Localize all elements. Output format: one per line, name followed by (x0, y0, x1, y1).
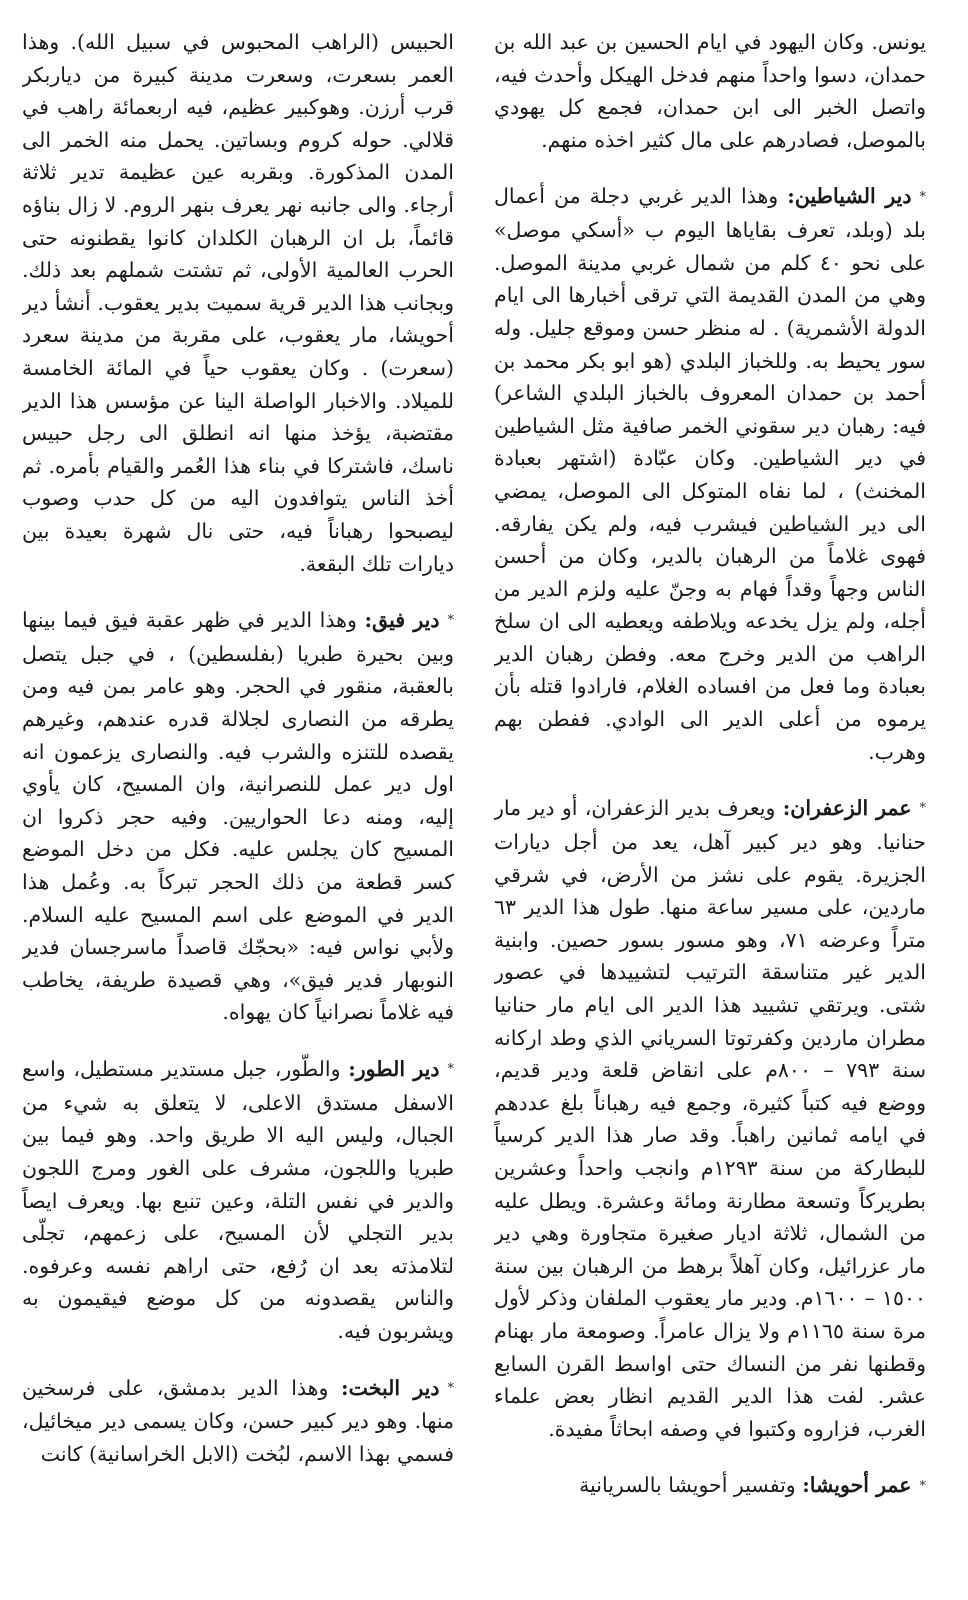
entry-text: والطّور، جبل مستدير مستطيل، واسع الاسفل مستدق الاعلى، لا يتعلق به شيء من الجبال، وليس اليه الا طريق واحد. وهو فيما بين طبريا واللجون، مشرف على الغور ومرج اللجون والدير في نفس التلة، وعين تنبع بها. ويعرف ايصاً بدير التجلي لأن المسيح، على زعمهم، تجلّى لتلامذته بعد ان رُفع، حتى اراهم نفسه وعرفوه. والناس يقصدونه من كل موضع فيقيمون به ويشربون فيه. (22, 1057, 454, 1343)
entry-marker: * (919, 189, 926, 205)
entry-dayr-al-shayatin (494, 180, 926, 768)
paragraph-text: الحبيس (الراهب المحبوس في سبيل الله). وهذا العمر بسعرت، وسعرت مدينة كبيرة من دياربكر قرب أرزن. وهوكبير عظيم، فيه اربعمائة راهب في قلالي. حوله كروم وبساتين. يحمل منه الخمر الى المدن المذكورة. وبقربه عين عظيمة تدير ثلاثة أرجاء. والى جانبه نهر يعرف بنهر الروم. لا زال بناؤه قائماً، بل ان الرهبان الكلدان كانوا يقطنونه حتى الحرب العالمية الأولى، ثم تشتت شملهم بعد ذلك. وبجانب هذا الدير قرية سميت بدير يعقوب. أنشأ دير أحويشا، مار يعقوب، على مقربة من مدينة سعرد (سعرت) . وكان يعقوب حياً في المائة الخامسة للميلاد. والاخبار الواصلة الينا عن مؤسس هذا الدير مقتضبة، يؤخذ منها انه انطلق الى رجل حبيس ناسك، فاشتركا في بناء هذا العُمر والقيام بأمره. ثم أخذ الناس يتوافدون اليه من كل حدب وصوب ليصبحوا رهباناً فيه، حتى نال شهرة بعيدة بين ديارات تلك البقعة. (22, 30, 454, 576)
entry-marker: * (447, 613, 454, 629)
entry-dayr-al-tur (22, 1053, 454, 1348)
left-column (22, 26, 454, 1586)
entry-heading: عمر أحويشا: (802, 1473, 912, 1498)
paragraph-yunus-continuation (494, 26, 926, 156)
entry-text: وهذا الدير بدمشق، على فرسخين منها. وهو دير كبير حسن، وكان يسمى دير ميخائيل، فسمي بهذا الاسم، لبُخت (الابل الخراسانية) كانت (22, 1375, 454, 1466)
entry-heading: دير البخت: (341, 1375, 440, 1400)
entry-marker: * (919, 801, 926, 817)
entry-marker: * (447, 1380, 454, 1396)
entry-umr-ahwisha (494, 1469, 926, 1503)
entry-heading: دير فيق: (364, 608, 440, 633)
paragraph-text: يونس. وكان اليهود في ايام الحسين بن عبد الله بن حمدان، دسوا واحداً منهم فدخل الهيكل وأحدث فيه، واتصل الخبر الى ابن حمدان، فجمع كل يهودي بالموصل، فصادرهم على مال كثير اخذه منهم. (494, 30, 926, 152)
entry-text: وهذا الدير غربي دجلة من أعمال بلد (وبلد، تعرف بقاياها اليوم ب «أسكي موصل» على نحو ٤٠ كلم من شمال غربي مدينة الموصل. وهي من المدن القديمة التي ترقى أخبارها الى ايام الدولة الأشمرية) . له منظر حسن وموقع جليل. وله سور يحيط به. وللخباز البلدي (هو ابو بكر محمد بن أحمد بن حمدان المعروف بالخباز البلدي الشاعر) فيه: رهبان دير سقوني الخمر صافية مثل الشياطين في دير الشياطين. وكان عبّادة (اشتهر بعبادة المخنث) ، لما نفاه المتوكل الى الموصل، يمضي الى دير الشياطين فيشرب فيه، ولم يكن يفارقه. فهوى غلاماً من الرهبان بالدير، وكان من أحسن الناس وجهاً وقداً فهام به وجنّ عليه ولزم الدير من أجله، ولم يزل يخدعه ويلاطفه ويعطيه الى ان سلخ الراهب من الدير وخرج معه. وفطن رهبان الدير بعبادة وما فعل من افساده الغلام، فارادوا قتله بأن يرموه من أعلى الدير الى الوادي. ففطن بهم وهرب. (494, 184, 926, 764)
right-column (494, 26, 926, 1586)
entry-umr-al-zafaran (494, 792, 926, 1445)
entry-heading: دير الطور: (348, 1057, 440, 1082)
entry-heading: عمر الزعفران: (782, 796, 912, 821)
entry-heading: دير الشياطين: (787, 184, 912, 209)
entry-text: وهذا الدير في ظهر عقبة فيق فيما بينها وبين بحيرة طبريا (بفلسطين) ، في جبل يتصل بالعقبة، منقور في الحجر. وهو عامر بمن فيه ومن يطرقه من النصارى لجلالة قدره عندهم، وغيرهم يقصده للتنزه والشرب فيه. والنصارى يزعمون انه اول دير عمل للنصرانية، وان المسيح، كان يأوي إليه، ومنه دعا الحواريين. وفيه حجر ذكروا ان المسيح كان يجلس عليه. فكل من دخل الموضع كسر قطعة من ذلك الحجر تبركاً به. وعُمل هذا الدير في الموضع على اسم المسيح عليه السلام. ولأبي نواس فيه: «بحجّك قاصداً ماسرجسان فدير النوبهار فدير فيق»، وهي قصيدة طريفة، يخاطب فيه غلاماً نصرانياً كان يهواه. (22, 608, 454, 1025)
entry-dayr-fiq (22, 604, 454, 1029)
entry-dayr-al-bukht (22, 1372, 454, 1471)
entry-text: ويعرف بدير الزعفران، أو دير مار حنانيا. وهو دير كبير آهل، يعد من أجل ديارات الجزيرة. يقوم على نشز من الأرض، في شرقي ماردين، على مسير ساعة منها. طول هذا الدير ٦٣ متراً وعرضه ٧١، وهو مسور بسور حصين. وابنية الدير غير متناسقة الترتيب لتشييدها في عصور شتى. ويرتقي تشييد هذا الدير الى ايام مار حنانيا مطران ماردين وكفرتوتا السرياني الذي وطد اركانه سنة ٧٩٣ – ٨٠٠م على انقاض قلعة ودير قديم، ووضع فيه كتباً كثيرة، وجمع فيه رهباناً بلغ عددهم في ايامه ثمانين راهباً. وقد صار هذا الدير كرسياً للبطاركة من سنة ١٢٩٣م وانجب واحداً وعشرين بطريركاً وتسعة مطارنة ومائة وعشرة. ويطل عليه من الشمال، ثلاثة اديار صغيرة متجاورة وهي دير مار عزرائيل، وكان آهلاً برهط من الرهبان بين سنة ١٥٠٠ – ١٦٠٠م. ودير مار يعقوب الملفان وذكر لأول مرة سنة ١١٦٥م ولا يزال عامراً. وصومعة مار بهنام وقطنها نفر من النساك حتى اواسط القرن السابع عشر. لفت هذا الدير القديم انظار بعض علماء الغرب، فزاروه وكتبوا في وصفه ابحاثاً مفيدة. (494, 796, 926, 1441)
entry-text: وتفسير أحويشا بالسريانية (579, 1473, 803, 1498)
entry-marker: * (447, 1062, 454, 1078)
paragraph-ahwisha-continuation (22, 26, 454, 580)
entry-marker: * (919, 1478, 926, 1494)
